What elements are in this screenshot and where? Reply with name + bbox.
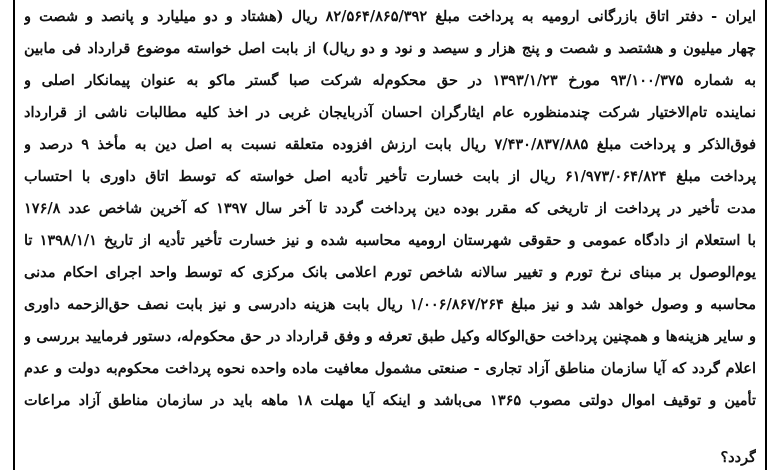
text-line: با استعلام از دادگاه عمومی و حقوقی شهرستان ارومیه محاسبه شده و نیز خسارت تأخیر تأدیه از تاریخ ۱۳۹۸/۱/۱ تا xyxy=(24,232,756,249)
text-line: تأمین و توقیف اموال دولتی مصوب ۱۳۶۵ می‌باشد و اینکه آیا مهلت ۱۸ ماهه باید در سازمان مناطق آزاد مراعات xyxy=(24,392,756,409)
text-line: ایران - دفتر اتاق بازرگانی ارومیه به پرداخت مبلغ ۸۲/۵۶۴/۸۶۵/۳۹۲ ریال (هشتاد و دو میلیارد و پانصد و شصت و xyxy=(24,8,756,25)
text-line: فوق‌الذکر و پرداخت مبلغ ۷/۴۳۰/۸۳۷/۸۸۵ ریال بابت ارزش افزوده متعلقه نسبت به اصل دین به مأخذ ۹ درصد و xyxy=(24,136,756,153)
text-line: و سایر هزینه‌ها و همچنین پرداخت حق‌الوکاله وکیل طبق تعرفه و وفق قرارداد در حق محکوم‌له، دستور فرمایید بررسی و xyxy=(24,328,756,345)
text-line: نماینده تام‌الاختیار شرکت چندمنظوره عام ایثارگران احسان آذربایجان غربی در اخذ کلیه مطالبات ناشی از قرارداد xyxy=(24,104,756,121)
text-line: گردد؟ xyxy=(720,449,756,466)
text-line: مدت تأخیر در پرداخت از تاریخی که مقرر بوده دین پرداخت گردد تا آخر سال ۱۳۹۷ که آخرین شاخص عدد ۱۷۶/۸ xyxy=(24,200,756,217)
text-line: به شماره ۹۳/۱۰۰/۳۷۵ مورخ ۱۳۹۳/۱/۲۳ در حق محکوم‌له شرکت صبا گستر ماکو به عنوان پیمانکار اصلی و xyxy=(24,72,756,89)
right-border-line xyxy=(765,0,767,470)
text-line: محاسبه و وصول خواهد شد و نیز مبلغ ۱/۰۰۶/۸۶۷/۲۶۴ ریال بابت هزینه دادرسی و نیز بابت نصف حق‌الزحمه داوری xyxy=(24,296,756,313)
left-border-line xyxy=(13,0,15,470)
text-line: یوم‌الوصول بر مبنای نرخ تورم و تغییر سالانه شاخص تورم اعلامی بانک مرکزی که توسط واحد اجرای احکام مدنی xyxy=(24,264,756,281)
document-body xyxy=(24,0,756,470)
text-line: چهار میلیون و هشتصد و شصت و پنج هزار و سیصد و نود و دو ریال) از بابت اصل خواسته موضوع قرارداد فی مابین xyxy=(24,40,756,57)
text-line: اعلام گردد که آیا سازمان مناطق آزاد تجاری - صنعتی مشمول معافیت ماده واحده نحوه پرداخت محکوم‌به دولت و عدم xyxy=(24,360,756,377)
text-line: پرداخت مبلغ ۶۱/۹۷۳/۰۶۴/۸۲۴ ریال از بابت خسارت تأخیر تأدیه اصل خواسته که توسط اتاق داوری با احتساب xyxy=(24,168,756,185)
